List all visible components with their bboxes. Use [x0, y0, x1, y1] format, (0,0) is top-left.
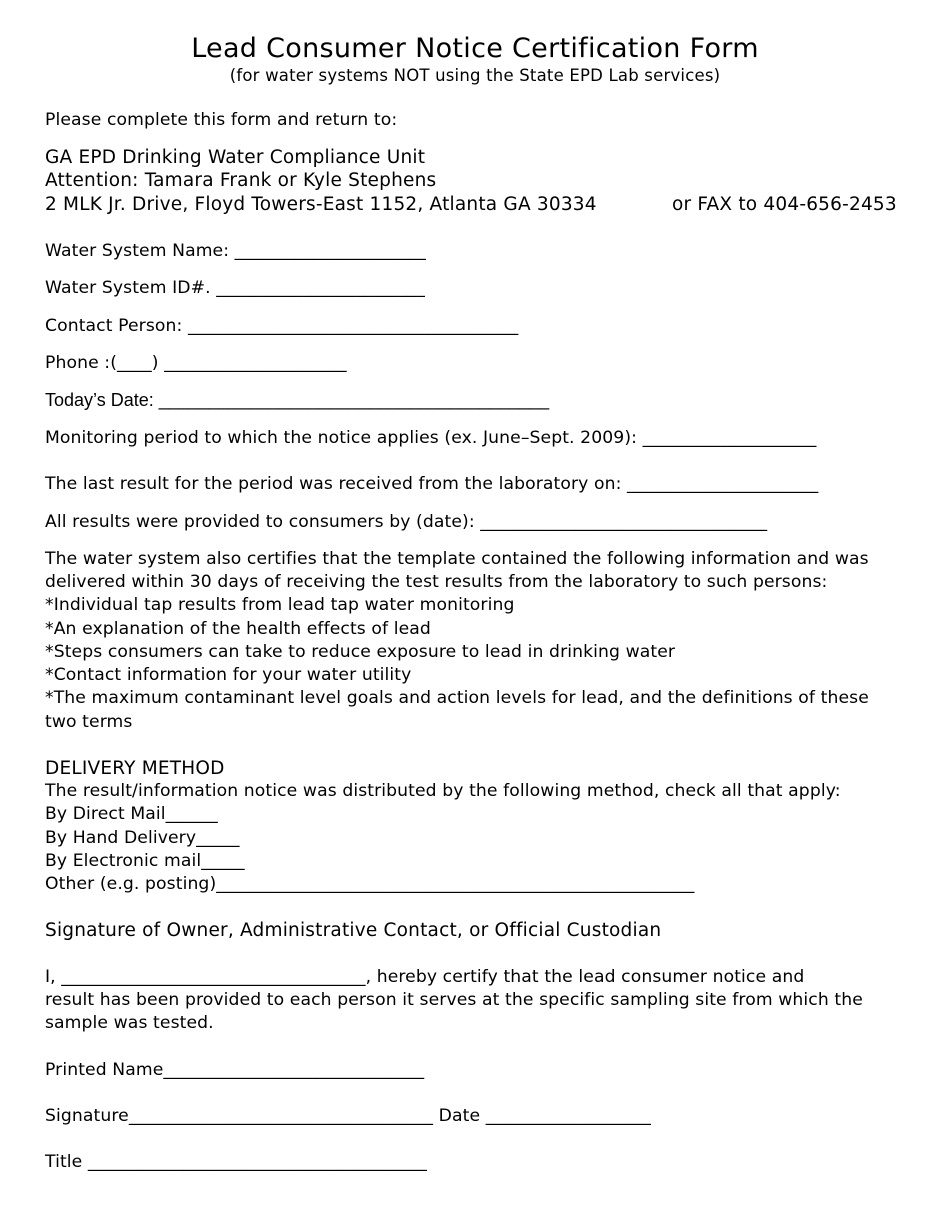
return-instructions: Please complete this form and return to:	[45, 110, 398, 130]
signature-date-field[interactable]: Signature___________________________________ Date ___________________	[45, 1106, 651, 1126]
certification-text-line: delivered within 30 days of receiving the test results from the laboratory to such persons:	[45, 572, 828, 592]
delivery-option-hand-delivery[interactable]: By Hand Delivery_____	[45, 828, 240, 848]
certification-item: *An explanation of the health effects of lead	[45, 619, 431, 639]
printed-name-field[interactable]: Printed Name______________________________	[45, 1060, 425, 1080]
certification-text-line: The water system also certifies that the template contained the following information and was	[45, 549, 869, 569]
certify-statement-line: sample was tested.	[45, 1013, 214, 1033]
delivery-option-direct-mail[interactable]: By Direct Mail______	[45, 804, 218, 824]
certify-statement-line: result has been provided to each person it serves at the specific sampling site from which the	[45, 990, 863, 1010]
certification-item-continued: two terms	[45, 712, 133, 732]
page-subtitle: (for water systems NOT using the State EPD Lab services)	[229, 66, 721, 85]
address-attention: Attention: Tamara Frank or Kyle Stephens	[45, 170, 437, 191]
certification-item: *Contact information for your water utility	[45, 665, 412, 685]
certification-item: *Individual tap results from lead tap water monitoring	[45, 595, 515, 615]
delivery-option-other[interactable]: Other (e.g. posting)_______________________________________________________	[45, 874, 695, 894]
water-system-name-field[interactable]: Water System Name: ______________________	[45, 241, 426, 261]
certification-item: *Steps consumers can take to reduce exposure to lead in drinking water	[45, 642, 676, 662]
certification-item: *The maximum contaminant level goals and action levels for lead, and the definitions of these	[45, 688, 869, 708]
address-unit: GA EPD Drinking Water Compliance Unit	[45, 147, 426, 168]
signature-heading: Signature of Owner, Administrative Contact, or Official Custodian	[45, 920, 662, 941]
water-system-id-field[interactable]: Water System ID#. ________________________	[45, 278, 425, 298]
delivery-method-heading: DELIVERY METHOD	[45, 758, 225, 779]
monitoring-period-field[interactable]: Monitoring period to which the notice applies (ex. June–Sept. 2009): ____________________	[45, 428, 817, 448]
page-title: Lead Consumer Notice Certification Form	[191, 33, 759, 64]
delivery-option-electronic-mail[interactable]: By Electronic mail_____	[45, 851, 245, 871]
results-provided-date-field[interactable]: All results were provided to consumers by (date): _________________________________	[45, 512, 768, 532]
certify-statement-name-field[interactable]: I, ___________________________________, hereby certify that the lead consumer notice and	[45, 967, 805, 987]
fax-number: or FAX to 404-656-2453	[672, 194, 897, 215]
todays-date-field[interactable]: Today’s Date: _______________________________________	[45, 390, 550, 410]
title-field[interactable]: Title _______________________________________	[45, 1152, 427, 1172]
delivery-method-intro: The result/information notice was distributed by the following method, check all that apply:	[45, 781, 841, 801]
contact-person-field[interactable]: Contact Person: ______________________________________	[45, 316, 519, 336]
phone-field[interactable]: Phone :(____) _____________________	[45, 353, 347, 373]
address-street: 2 MLK Jr. Drive, Floyd Towers-East 1152, Atlanta GA 30334	[45, 194, 597, 215]
last-result-date-field[interactable]: The last result for the period was received from the laboratory on: ______________________	[45, 474, 819, 494]
